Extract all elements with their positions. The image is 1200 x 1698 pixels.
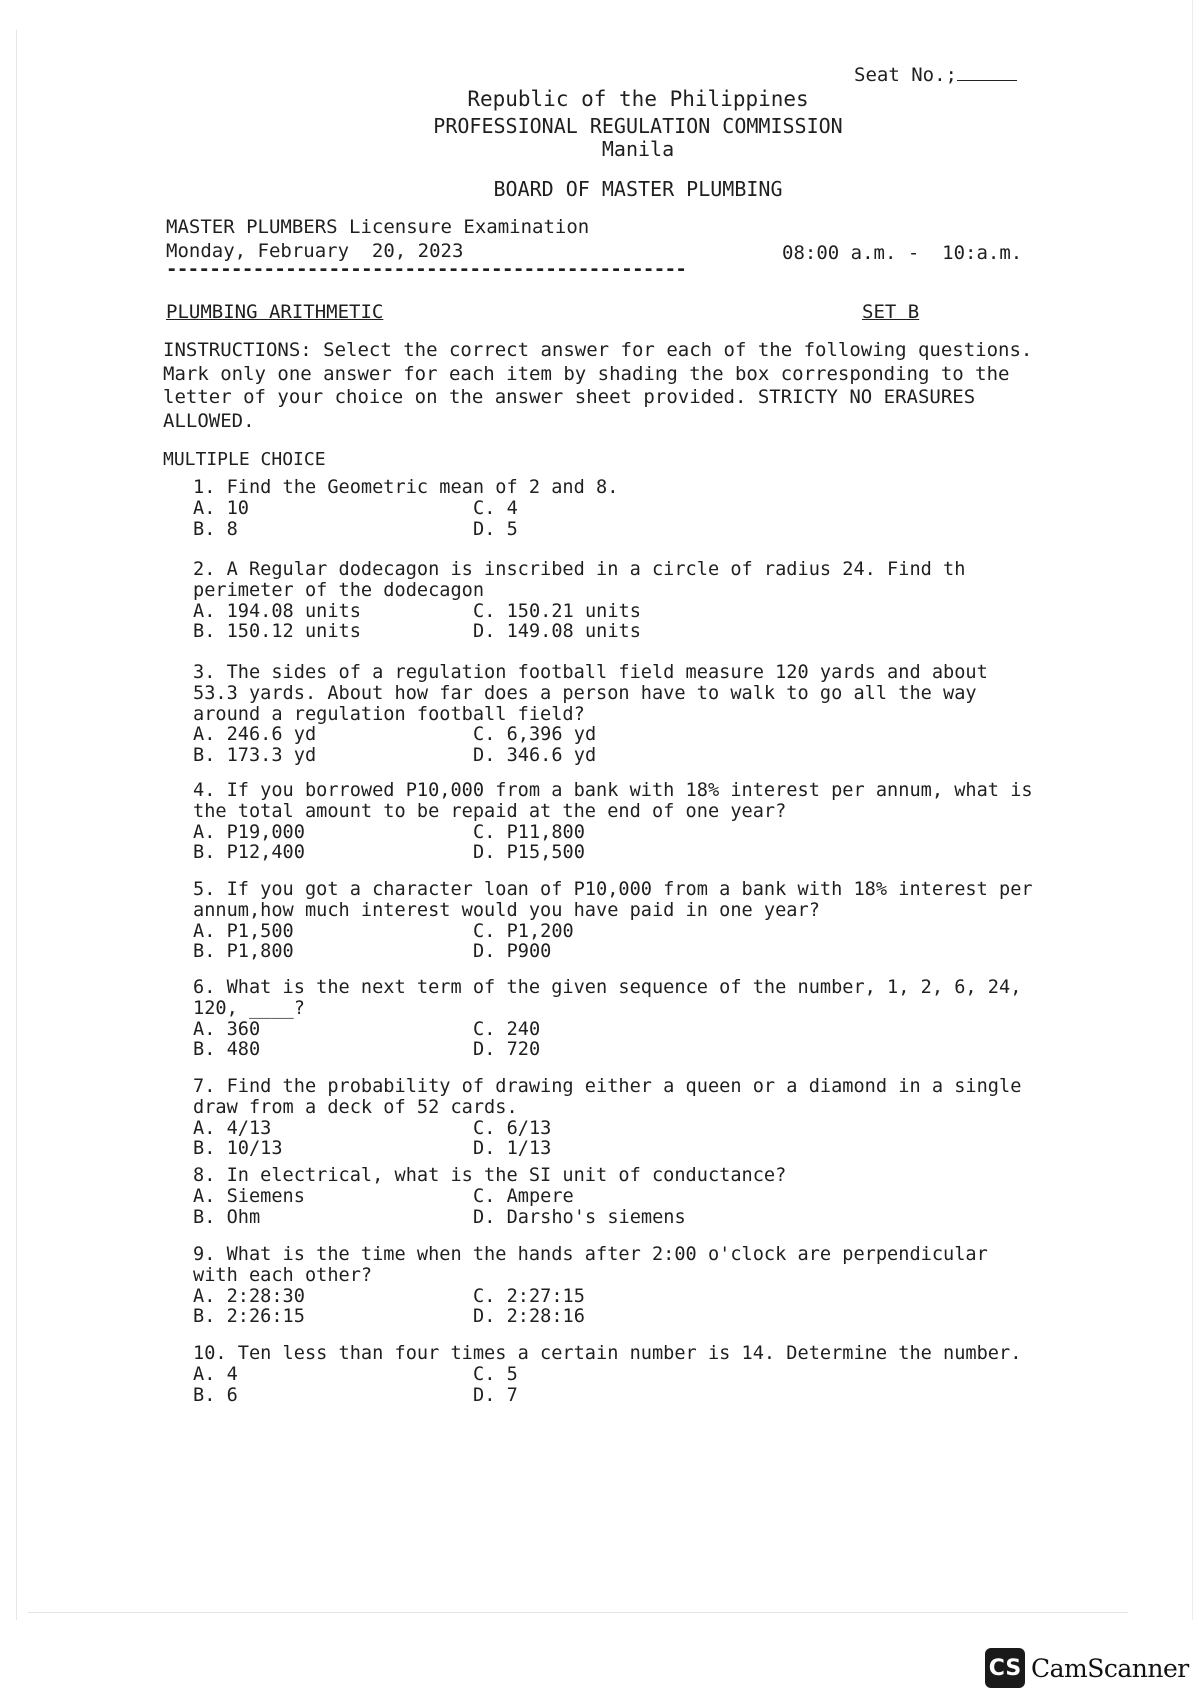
answer-choice: C. Ampere	[473, 1185, 574, 1207]
camscanner-wordmark: CamScanner	[1031, 1653, 1189, 1683]
question-item	[193, 1344, 1043, 1406]
subject-title: PLUMBING ARITHMETIC	[166, 301, 384, 323]
question-stem: 10. Ten less than four times a certain number is 14. Determine the number.	[193, 1343, 1022, 1364]
answer-choice: C. 5	[473, 1363, 518, 1385]
header-board: BOARD OF MASTER PLUMBING	[493, 177, 783, 201]
exam-date: Monday, February 20, 2023	[166, 240, 464, 262]
question-item	[193, 978, 1043, 1061]
answer-choices	[193, 1119, 1043, 1161]
seat-number-blank	[957, 62, 1017, 81]
seat-number-label: Seat No.;	[854, 64, 957, 86]
answer-choices	[193, 1020, 1043, 1062]
question-item	[193, 663, 1043, 767]
answer-choice: A. 194.08 units	[193, 600, 361, 622]
answer-choices	[193, 499, 1043, 541]
answer-choice: D. 720	[473, 1039, 541, 1061]
answer-choice: A. 4	[193, 1363, 238, 1385]
answer-choice: C. 240	[473, 1018, 541, 1040]
answer-choices	[193, 1365, 1043, 1407]
answer-choice: B. 150.12 units	[193, 621, 361, 643]
question-stem: 3. The sides of a regulation football field measure 120 yards and about 53.3 yards. About how far does a person have to walk to go all the way around a regulation football field?	[193, 662, 988, 725]
answer-choice: B. 2:26:15	[193, 1306, 305, 1328]
answer-choices	[193, 823, 1043, 865]
answer-choice: B. 10/13	[193, 1138, 283, 1160]
question-stem: 2. A Regular dodecagon is inscribed in a circle of radius 24. Find th perimeter of the dodecagon	[193, 559, 966, 601]
answer-choice: C. 2:27:15	[473, 1285, 585, 1307]
camscanner-watermark	[985, 1648, 1189, 1688]
answer-choice: B. P12,400	[193, 842, 305, 864]
answer-choices	[193, 1187, 1043, 1229]
page-edge-right	[1192, 0, 1193, 1620]
answer-choices	[193, 922, 1043, 964]
page-edge-bottom	[28, 1612, 1128, 1613]
header-city: Manila	[601, 137, 675, 161]
question-stem: 9. What is the time when the hands after 2:00 o'clock are perpendicular with each other?	[193, 1244, 988, 1286]
answer-choice: C. P11,800	[473, 821, 585, 843]
set-label: SET B	[862, 301, 920, 323]
answer-choice: C. 4	[473, 497, 518, 519]
answer-choice: A. Siemens	[193, 1185, 305, 1207]
question-stem: 5. If you got a character loan of P10,000 from a bank with 18% interest per annum,how much interest would you have paid in one year?	[193, 879, 1033, 921]
seat-number	[854, 62, 1017, 86]
question-item	[193, 1245, 1043, 1328]
question-item	[193, 880, 1043, 963]
answer-choice: D. 1/13	[473, 1138, 552, 1160]
answer-choice: B. 6	[193, 1384, 238, 1406]
answer-choice: D. 346.6 yd	[473, 745, 597, 767]
answer-choice: C. 6/13	[473, 1117, 552, 1139]
answer-choices	[193, 1287, 1043, 1329]
exam-name: MASTER PLUMBERS Licensure Examination	[166, 216, 590, 238]
answer-choice: B. Ohm	[193, 1206, 261, 1228]
question-item	[193, 1077, 1043, 1160]
answer-choices	[193, 725, 1043, 767]
header-republic: Republic of the Philippines	[467, 87, 809, 111]
answer-choice: B. P1,800	[193, 941, 294, 963]
answer-choice: D. 149.08 units	[473, 621, 641, 643]
question-stem: 8. In electrical, what is the SI unit of conductance?	[193, 1165, 787, 1186]
answer-choice: A. 2:28:30	[193, 1285, 305, 1307]
answer-choice: A. 10	[193, 497, 249, 519]
question-stem: 6. What is the next term of the given sequence of the number, 1, 2, 6, 24, 120, ____?	[193, 977, 1022, 1019]
question-stem: 1. Find the Geometric mean of 2 and 8.	[193, 477, 619, 498]
camscanner-logo-icon: CS	[985, 1648, 1025, 1688]
answer-choice: B. 8	[193, 518, 238, 540]
instructions: INSTRUCTIONS: Select the correct answer for each of the following questions. Mark only one answer for each item by shading the box corresponding to the letter of your choice on the answer sheet provided. STRICTY NO ERASURES ALLOWED.	[163, 339, 1033, 432]
answer-choice: C. 150.21 units	[473, 600, 641, 622]
header-divider: ------------------------------------------------	[166, 258, 687, 280]
section-title: MULTIPLE CHOICE	[163, 449, 326, 470]
answer-choice: A. P1,500	[193, 920, 294, 942]
question-item	[193, 1166, 1043, 1228]
answer-choice: D. 7	[473, 1384, 518, 1406]
answer-choice: C. P1,200	[473, 920, 574, 942]
answer-choice: A. 360	[193, 1018, 261, 1040]
header-commission: PROFESSIONAL REGULATION COMMISSION	[433, 114, 843, 138]
question-item	[193, 478, 1043, 540]
answer-choice: A. 246.6 yd	[193, 724, 317, 746]
answer-choice: D. P900	[473, 941, 552, 963]
exam-time: 08:00 a.m. - 10:a.m.	[782, 242, 1023, 264]
question-item	[193, 781, 1043, 864]
answer-choice: B. 173.3 yd	[193, 745, 317, 767]
question-stem: 4. If you borrowed P10,000 from a bank with 18% interest per annum, what is the total amount to be repaid at the end of one year?	[193, 780, 1033, 822]
question-stem: 7. Find the probability of drawing either a queen or a diamond in a single draw from a deck of 52 cards.	[193, 1076, 1022, 1118]
answer-choice: D. P15,500	[473, 842, 585, 864]
question-item	[193, 560, 1043, 643]
answer-choice: D. 5	[473, 518, 518, 540]
page-edge-left	[16, 30, 17, 1620]
answer-choice: B. 480	[193, 1039, 261, 1061]
answer-choice: D. Darsho's siemens	[473, 1206, 686, 1228]
answer-choice: A. P19,000	[193, 821, 305, 843]
answer-choice: D. 2:28:16	[473, 1306, 585, 1328]
answer-choice: C. 6,396 yd	[473, 724, 597, 746]
answer-choice: A. 4/13	[193, 1117, 272, 1139]
answer-choices	[193, 602, 1043, 644]
